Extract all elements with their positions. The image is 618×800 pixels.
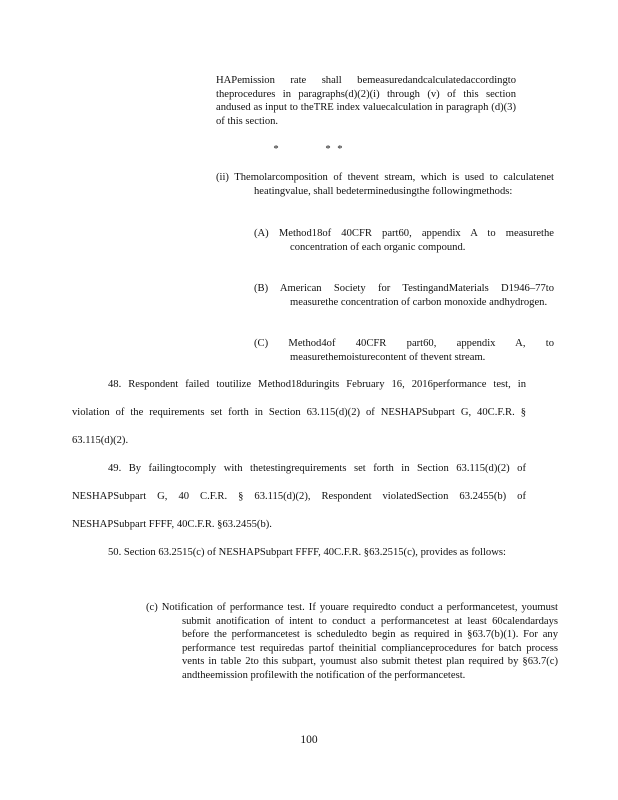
method-item-c: (C) Method4of 40CFR part60, appendix A, to measurethemoisturecontent of thevent stream. — [254, 338, 554, 363]
page-number: 100 — [300, 734, 318, 746]
paragraph-50: 50. Section 63.2515(c) of NESHAPSubpart FFFF, 40C.F.R. §63.2515(c), provides as follows: — [108, 547, 506, 558]
star-left: * — [273, 144, 281, 155]
regulation-item-ii: (ii) Themolarcomposition of thevent stream, which is used to calculatenet heatingvalue, shall bedeterminedusingthe followingmethods: — [216, 172, 554, 197]
omission-stars — [0, 144, 618, 155]
notification-item-c: (c) Notification of performance test. If youare requiredto conduct a performancetest, youmust submit anotification of intent to conduct a performancetest at least 60calendardays before the performancetest is scheduledto begin as required in §63.7(b)(1). For any performance test requiredas partof theinitial complianceprocedures for batch process vents in table 2to this subpart, youmust also submit thetest plan required by §63.7(c) andtheemission profilewith the notification of the performancetest. — [146, 602, 558, 681]
paragraph-48: 48. Respondent failed toutilize Method18duringits February 16, 2016performance test, in violation of the requirements set forth in Section 63.115(d)(2) of NESHAPSubpart G, 40C.F.R. § 63.115(d)(2). — [72, 379, 526, 446]
method-item-b: (B) American Society for TestingandMaterials D1946–77to measurethe concentration of carbon monoxide andhydrogen. — [254, 283, 554, 308]
quoted-paragraph-intro: HAPemission rate shall bemeasuredandcalculatedaccordingto theprocedures in paragraphs(d)(2)(i) through (v) of this section andused as input to theTRE index valuecalculation in paragraph (d)(3) of this section. — [216, 75, 516, 127]
paragraph-49: 49. By failingtocomply with thetestingrequirements set forth in Section 63.115(d)(2) of NESHAPSubpart G, 40 C.F.R. § 63.115(d)(2), Respondent violatedSection 63.2455(b) of NESHAPSubpart FFFF, 40C.F.R. §63.2455(b). — [72, 463, 526, 530]
star-right: * * — [325, 144, 345, 155]
method-item-a: (A) Method18of 40CFR part60, appendix A to measurethe concentration of each organic compound. — [254, 228, 554, 253]
